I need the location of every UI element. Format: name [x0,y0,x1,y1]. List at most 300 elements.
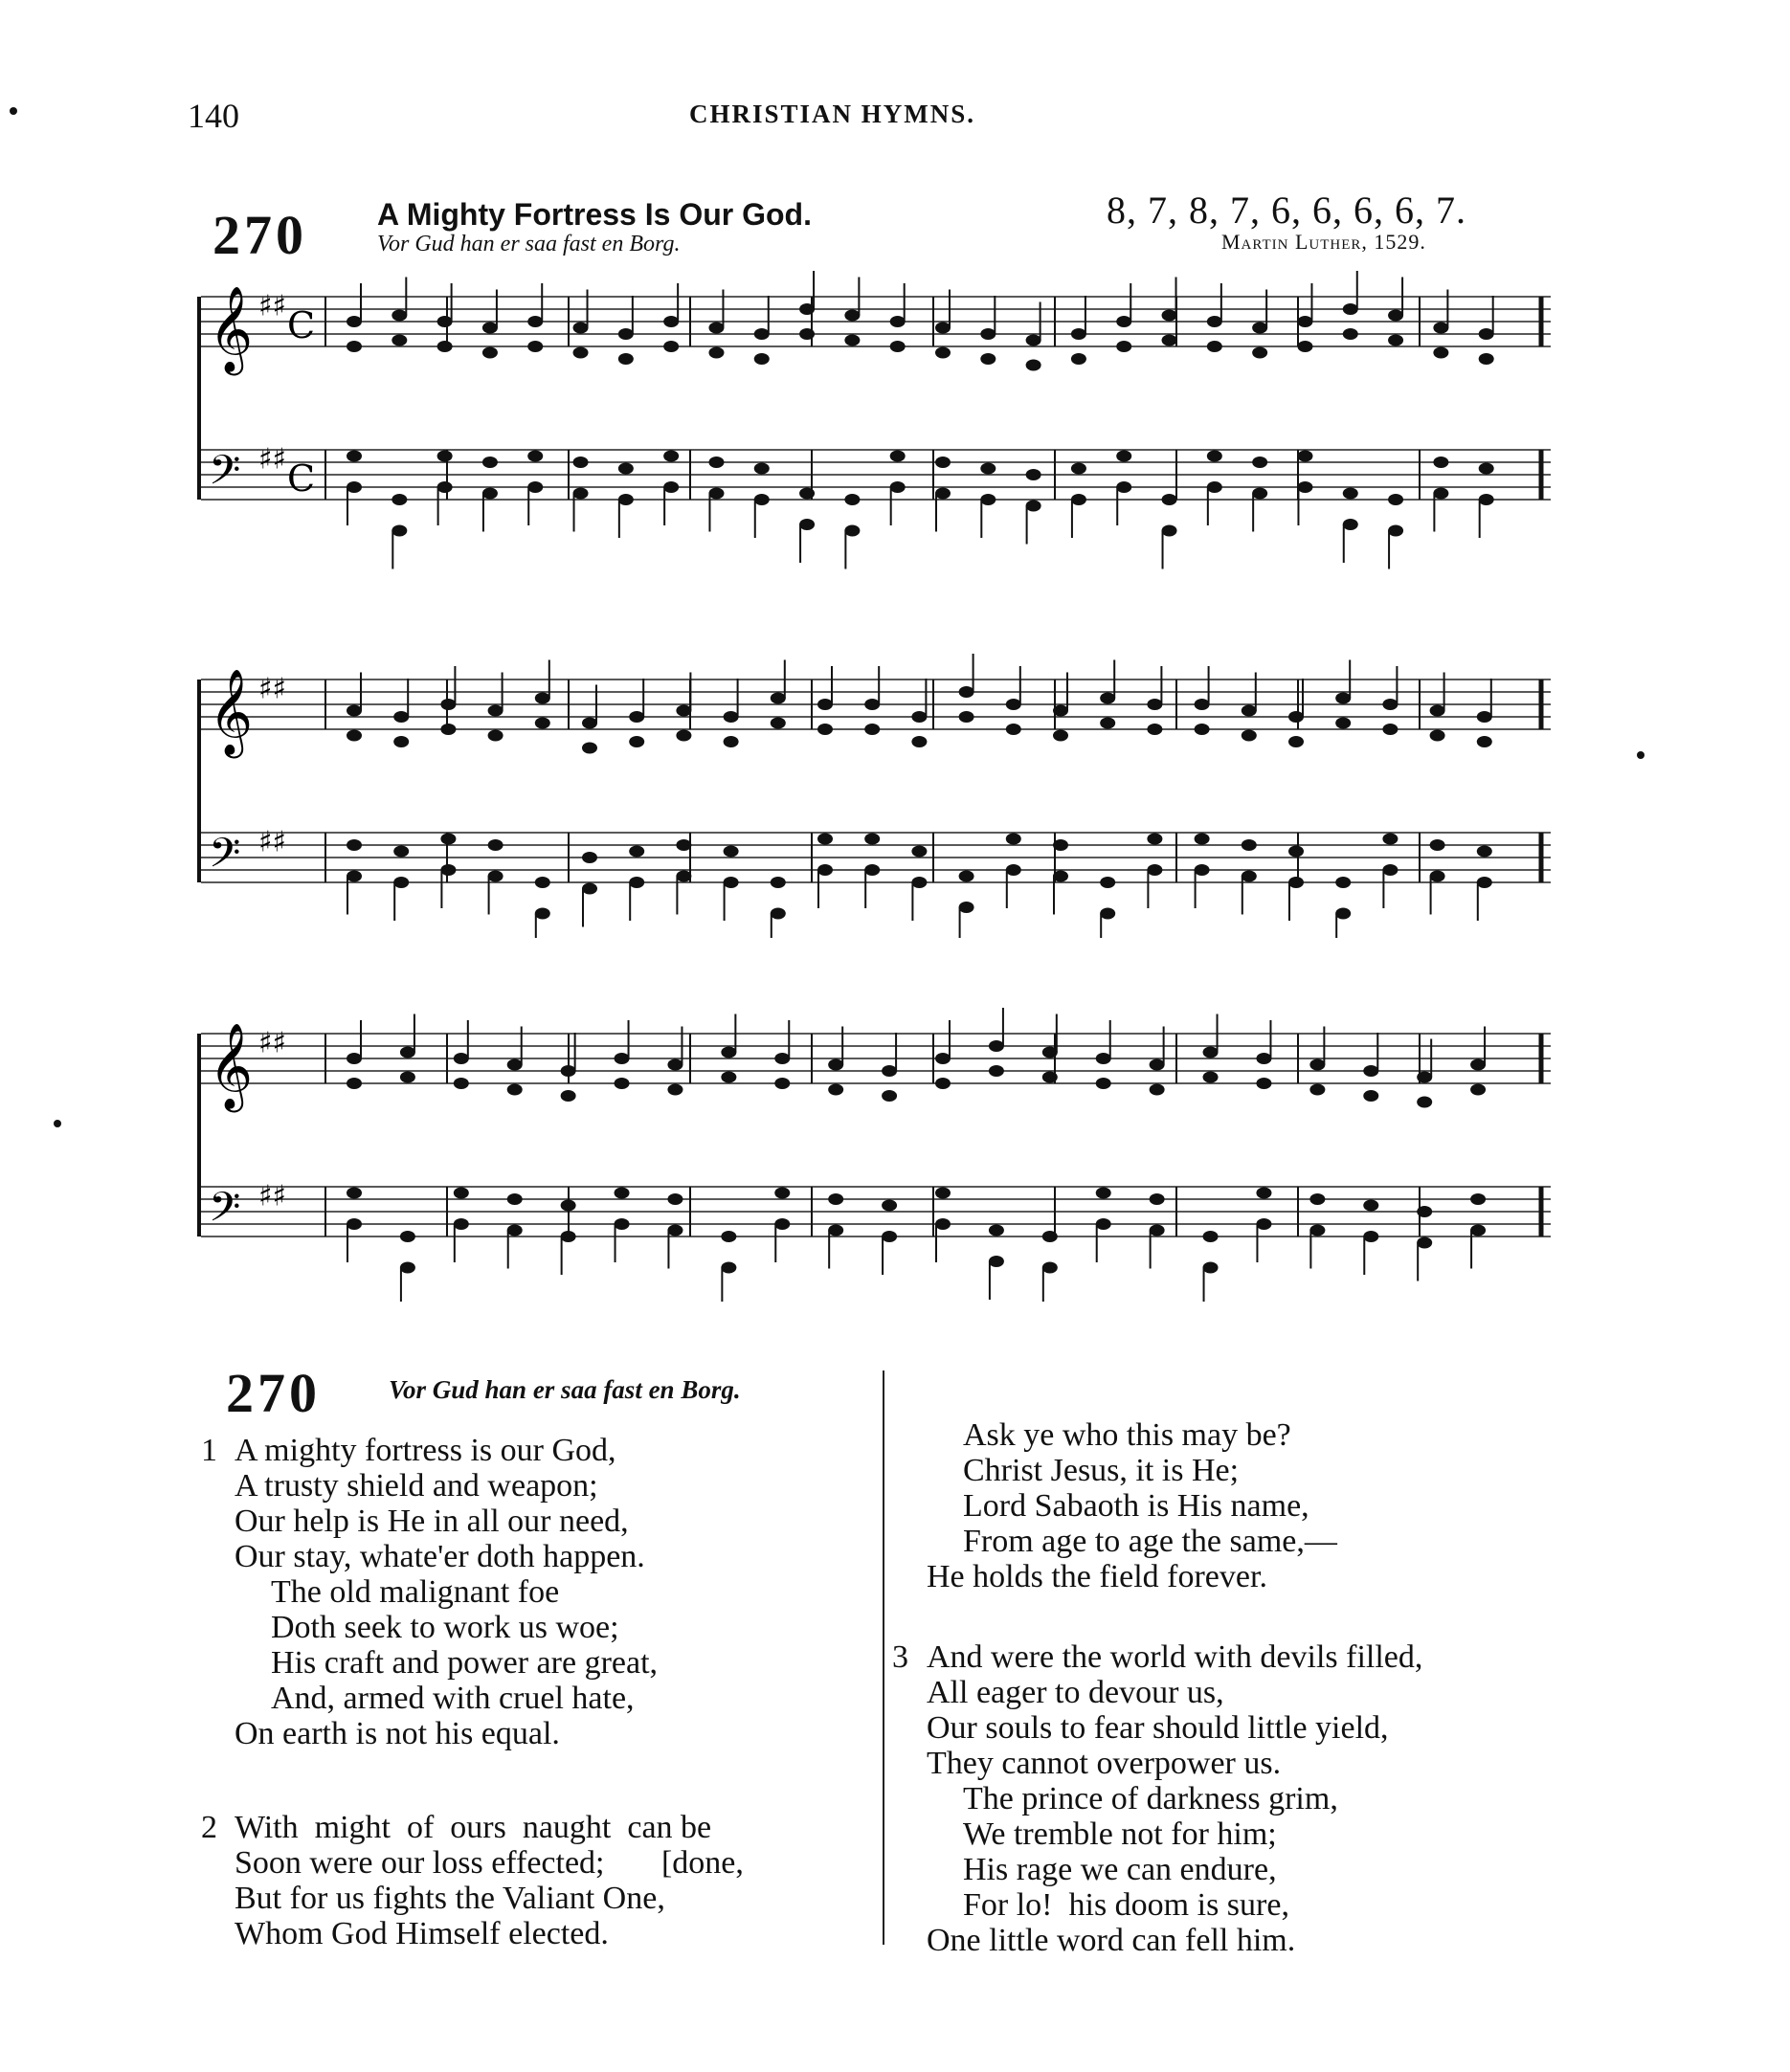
verse-line: Ask ye who this may be? [963,1417,1291,1453]
treble-note [1470,1059,1486,1071]
treble-note [771,693,786,704]
alto-note [1470,1084,1486,1096]
bass-note [1026,501,1041,512]
alto-note [1006,724,1021,735]
tenor-note [561,1200,576,1212]
treble-note [817,699,833,710]
verse-line: A trusty shield and weapon; [235,1468,598,1504]
tenor-note [1256,1188,1271,1199]
alto-note [1417,1097,1432,1108]
bass-clef: 𝄢 [209,830,241,887]
alto-note [708,347,724,359]
verse-line: From age to age the same,— [963,1524,1337,1559]
verse-line: On earth is not his equal. [235,1716,560,1751]
tenor-note [1042,1231,1058,1242]
hymn-number: 270 [213,204,307,266]
verse-line: For lo! his doom is sure, [963,1887,1289,1923]
bass-note [1195,864,1210,876]
treble-note [1417,1072,1432,1083]
tenor-note [618,463,634,475]
tenor-note [1096,1188,1111,1199]
alto-note [400,1072,415,1083]
treble-note [347,705,362,717]
treble-note [1252,323,1267,334]
bass-note [1071,494,1086,505]
verse-line: A mighty fortress is our God, [235,1433,616,1468]
music-system-1 [191,268,1570,584]
tenor-note [1477,846,1492,858]
verse-line: Our souls to fear should little yield, [927,1710,1389,1746]
key-signature: ♯♯ [258,672,287,706]
alto-note [1071,353,1086,365]
tenor-note [482,457,498,468]
treble-note [959,686,974,698]
alto-note [1309,1084,1325,1096]
bass-note [1433,488,1448,500]
alto-note [482,347,498,359]
tenor-note [440,834,456,845]
alto-note [1388,335,1403,346]
alto-note [980,353,996,365]
alto-note [663,341,679,352]
treble-note [1207,316,1222,327]
tenor-note [1026,469,1041,480]
tenor-note [507,1193,523,1205]
tenor-note [911,846,927,858]
alto-note [437,341,453,352]
tenor-note [724,846,739,858]
hymn-title: A Mighty Fortress Is Our God. [377,197,812,232]
bass-note [1252,488,1267,500]
bass-note [582,883,597,895]
treble-note [911,711,927,723]
bass-note [1256,1218,1271,1230]
alto-note [582,743,597,754]
treble-note [1147,699,1162,710]
bass-note [615,1218,630,1230]
tenor-note [573,457,589,468]
verse-line: The prince of darkness grim, [963,1781,1338,1816]
verse-line: Doth seek to work us woe; [271,1610,619,1645]
tenor-note [890,451,906,462]
alto-note [1042,1072,1058,1083]
print-speck [10,107,17,115]
tenor-note [1479,463,1494,475]
alto-note [1207,341,1222,352]
verse-line: And were the world with devils filled, [927,1639,1423,1675]
verse-line: Whom God Himself elected. [235,1916,609,1951]
treble-note [799,303,815,315]
bass-note [989,1256,1004,1267]
bass-note [561,1231,576,1242]
tenor-note [393,846,409,858]
treble-note [1388,310,1403,322]
alto-note [989,1065,1004,1077]
treble-note [1288,711,1304,723]
treble-note [1430,705,1445,717]
verse-2 [201,1810,744,1951]
verse-line: Our help is He in all our need, [235,1504,629,1539]
treble-note [440,699,456,710]
alto-note [844,335,860,346]
bass-note [527,481,543,493]
treble-note [1309,1059,1325,1071]
bass-note [482,488,498,500]
tenor-note [721,1231,736,1242]
tenor-note [935,457,951,468]
treble-note [507,1059,523,1071]
alto-note [676,730,691,742]
bass-note [1388,525,1403,537]
tenor-note [1162,494,1177,505]
alto-note [1297,341,1312,352]
bass-note [392,525,407,537]
treble-clef: 𝄞 [209,1023,254,1109]
treble-clef: 𝄞 [209,286,254,372]
page-number: 140 [188,97,239,135]
treble-note [437,316,453,327]
treble-note [1363,1065,1378,1077]
bass-note [618,494,634,505]
alto-note [1335,718,1351,729]
bass-note [629,877,644,888]
treble-note [1343,303,1358,315]
bass-note [1006,864,1021,876]
treble-note [663,316,679,327]
alto-note [507,1084,523,1096]
bass-note [1150,1225,1165,1237]
alto-note [890,341,906,352]
verse-line: His rage we can endure, [963,1852,1277,1887]
tenor-note [1363,1200,1378,1212]
treble-note [1026,335,1041,346]
treble-note [724,711,739,723]
alto-note [828,1084,843,1096]
alto-note [1116,341,1131,352]
verse-line: But for us fights the Valiant One, [235,1881,665,1916]
bass-note [864,864,880,876]
alto-note [721,1072,736,1083]
bass-note [1470,1225,1486,1237]
alto-note [1203,1072,1219,1083]
text-subtitle: Vor Gud han er saa fast en Borg. [389,1375,741,1404]
bass-note [754,494,770,505]
bass-note [721,1262,736,1274]
alto-note [629,736,644,747]
alto-note [1096,1078,1111,1089]
verse-number: 2 [201,1810,217,1845]
bass-note [708,488,724,500]
treble-note [400,1047,415,1058]
bass-note [724,877,739,888]
verse-number: 3 [892,1639,908,1675]
bass-note [935,1218,951,1230]
treble-note [774,1053,790,1064]
alto-note [771,718,786,729]
treble-note [1100,693,1115,704]
treble-note [864,699,880,710]
tenor-note [1100,877,1115,888]
alto-note [392,335,407,346]
tenor-note [1335,877,1351,888]
treble-note [1203,1047,1219,1058]
bass-note [980,494,996,505]
bass-note [1162,525,1177,537]
bass-note [1382,864,1398,876]
alto-note [573,347,589,359]
bass-note [890,481,906,493]
running-head: CHRISTIAN HYMNS. [689,100,976,128]
treble-note [1071,328,1086,340]
treble-note [1382,699,1398,710]
verse-line: The old malignant foe [271,1574,560,1610]
bass-note [774,1218,790,1230]
bass-note [676,871,691,882]
alto-note [1162,335,1177,346]
bass-note [1053,871,1068,882]
alto-note [935,1078,951,1089]
treble-note [754,328,770,340]
treble-note [1479,328,1494,340]
bass-note [1147,864,1162,876]
tenor-note [844,494,860,505]
treble-note [561,1065,576,1077]
alto-note [1343,328,1358,340]
bass-note [1203,1262,1219,1274]
key-signature: ♯♯ [258,289,287,323]
tenor-note [1147,834,1162,845]
treble-note [828,1059,843,1071]
tenor-note [935,1188,951,1199]
time-signature: C [287,457,316,500]
treble-note [618,328,634,340]
hymn-subtitle: Vor Gud han er saa fast en Borg. [377,232,681,256]
bass-note [882,1231,897,1242]
tenor-note [1430,839,1445,851]
treble-note [1195,699,1210,710]
treble-note [1433,323,1448,334]
bass-note [844,525,860,537]
verse-line: Lord Sabaoth is His name, [963,1488,1309,1524]
tenor-note [774,1188,790,1199]
treble-note [1150,1059,1165,1071]
bass-note [1100,908,1115,920]
treble-note [629,711,644,723]
bass-note [911,877,927,888]
treble-note [1116,316,1131,327]
bass-note [771,908,786,920]
author: Martin Luther, 1529. [1221,230,1426,254]
alto-note [561,1090,576,1102]
bass-note [1096,1218,1111,1230]
tenor-note [864,834,880,845]
tenor-note [527,451,543,462]
treble-note [708,323,724,334]
treble-note [535,693,550,704]
verse-2-continued [927,1417,1337,1594]
bass-note [1288,877,1304,888]
alto-note [1252,347,1267,359]
tenor-note [1388,494,1403,505]
alto-note [1288,736,1304,747]
treble-note [844,310,860,322]
alto-note [1100,718,1115,729]
alto-note [1256,1078,1271,1089]
treble-note [582,718,597,729]
verse-line: His craft and power are great, [271,1645,659,1681]
treble-note [1053,705,1068,717]
alto-note [754,353,770,365]
print-speck [54,1120,61,1127]
alto-note [454,1078,469,1089]
music-system-2 [191,651,1570,938]
verse-line: With might of ours naught can be [235,1810,712,1845]
treble-note [392,310,407,322]
column-divider [883,1370,884,1945]
verse-3 [892,1639,1422,1958]
verse-line: Christ Jesus, it is He; [963,1453,1240,1488]
bass-note [817,864,833,876]
print-speck [1637,751,1645,759]
treble-note [573,323,589,334]
tenor-note [1382,834,1398,845]
tenor-note [754,463,770,475]
time-signature: C [287,303,316,346]
bass-clef: 𝄢 [209,447,241,504]
verse-number: 1 [201,1433,217,1468]
bass-note [1477,877,1492,888]
alto-note [440,724,456,735]
alto-note [618,353,634,365]
alto-note [347,1078,362,1089]
tenor-note [1297,451,1312,462]
treble-note [935,323,951,334]
bass-note [1207,481,1222,493]
alto-note [1026,360,1041,371]
alto-note [535,718,550,729]
alto-note [1363,1090,1378,1102]
verse-line: And, armed with cruel hate, [271,1681,635,1716]
alto-note [724,736,739,747]
treble-note [1042,1047,1058,1058]
tenor-note [1343,488,1358,500]
tenor-note [1417,1206,1432,1217]
treble-note [454,1053,469,1064]
bass-note [507,1225,523,1237]
tenor-note [347,839,362,851]
bass-note [535,908,550,920]
tenor-note [1309,1193,1325,1205]
bass-note [488,871,503,882]
alto-note [1479,353,1494,365]
treble-note [393,711,409,723]
tenor-note [437,451,453,462]
tenor-note [799,488,815,500]
treble-note [676,705,691,717]
bass-note [1042,1262,1058,1274]
tenor-note [959,871,974,882]
tenor-note [817,834,833,845]
treble-note [488,705,503,717]
bass-note [437,481,453,493]
treble-note [980,328,996,340]
tenor-note [1207,451,1222,462]
key-signature: ♯♯ [258,1179,287,1214]
treble-note [482,323,498,334]
treble-note [1256,1053,1271,1064]
tenor-note [1116,451,1131,462]
treble-note [935,1053,951,1064]
bass-note [400,1262,415,1274]
verse-line: We tremble not for him; [963,1816,1277,1852]
treble-note [1096,1053,1111,1064]
tenor-note [347,451,362,462]
tenor-note [1006,834,1021,845]
verse-line: All eager to devour us, [927,1675,1224,1710]
bass-note [1479,494,1494,505]
alto-note [1477,736,1492,747]
tenor-note [989,1225,1004,1237]
treble-note [1006,699,1021,710]
treble-note [1297,316,1312,327]
treble-note [347,1053,362,1064]
alto-note [488,730,503,742]
bass-note [1417,1237,1432,1249]
alto-note [774,1078,790,1089]
bass-note [1242,871,1257,882]
alto-note [935,347,951,359]
alto-note [615,1078,630,1089]
tenor-note [980,463,996,475]
tenor-note [400,1231,415,1242]
tenor-note [582,852,597,863]
text-hymn-number: 270 [226,1362,321,1424]
bass-note [1297,481,1312,493]
key-signature: ♯♯ [258,442,287,477]
bass-note [347,481,362,493]
tenor-note [667,1193,682,1205]
bass-note [1116,481,1131,493]
alto-note [911,736,927,747]
verse-1 [201,1433,658,1751]
bass-note [1363,1231,1378,1242]
tenor-note [663,451,679,462]
tenor-note [615,1188,630,1199]
alto-note [864,724,880,735]
tenor-note [1195,834,1210,845]
treble-note [347,316,362,327]
bass-note [1343,519,1358,530]
tenor-note [1242,839,1257,851]
treble-note [615,1053,630,1064]
treble-note [882,1065,897,1077]
bass-note [935,488,951,500]
alto-note [1433,347,1448,359]
treble-note [667,1059,682,1071]
alto-note [799,328,815,340]
alto-note [347,341,362,352]
tenor-note [708,457,724,468]
tenor-note [1288,846,1304,858]
tenor-note [676,839,691,851]
alto-note [817,724,833,735]
bass-note [440,864,456,876]
bass-note [454,1218,469,1230]
alto-note [393,736,409,747]
bass-note [667,1225,682,1237]
bass-note [1309,1225,1325,1237]
tenor-note [828,1193,843,1205]
